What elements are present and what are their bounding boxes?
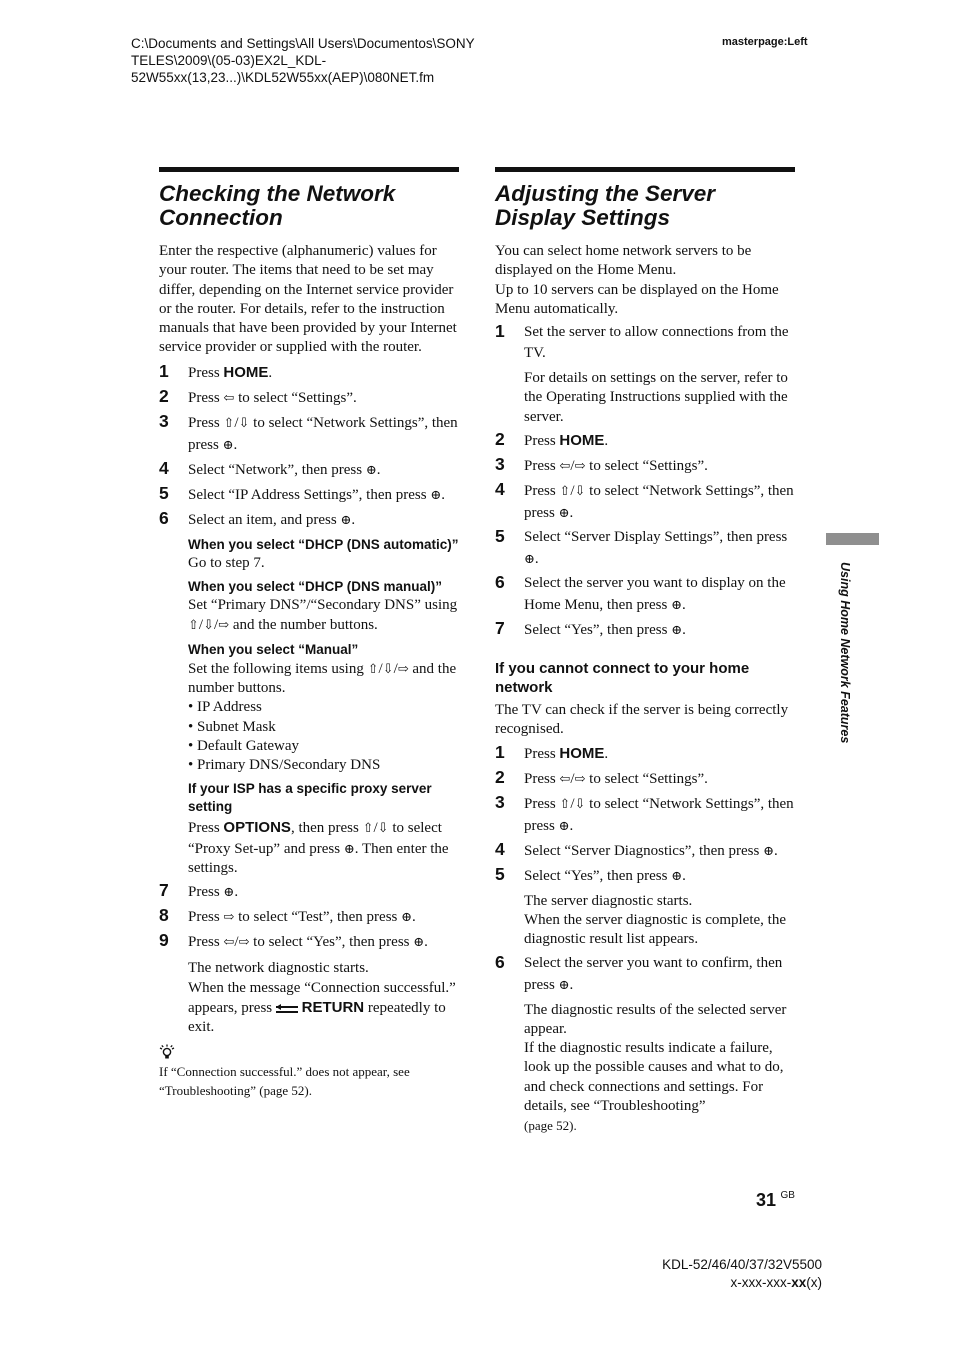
right-column — [495, 167, 795, 1136]
step-text: to select “Settings”. — [585, 770, 708, 787]
code-part: xx — [791, 1275, 807, 1290]
slash: / — [234, 934, 239, 951]
step-number: 6 — [159, 507, 169, 528]
step-item — [495, 953, 795, 996]
enter-icon: ⊕ — [340, 511, 352, 527]
arrow-right-icon: ⇨ — [574, 458, 586, 474]
step-text: Press — [188, 934, 224, 951]
step-text: Select “Network”, then press — [188, 461, 366, 478]
step-item — [495, 768, 795, 790]
step-number: 5 — [495, 526, 505, 547]
enter-icon: ⊕ — [524, 551, 535, 567]
enter-icon: ⊕ — [343, 840, 355, 856]
step-number: 9 — [159, 930, 169, 951]
enter-icon: ⊕ — [558, 976, 570, 992]
step-item — [495, 793, 795, 837]
file-path-line: TELES\2009\(05-03)EX2L_KDL- — [131, 53, 327, 68]
step-text: Press — [188, 884, 224, 901]
step-text: to select “Yes”, then press — [249, 934, 414, 951]
slash: / — [198, 617, 204, 634]
file-path — [131, 35, 551, 86]
step-text: . — [268, 364, 273, 381]
intro-paragraph: Up to 10 servers can be displayed on the Home Menu automatically. — [495, 281, 779, 317]
file-path-line: C:\Documents and Settings\All Users\Documentos\SONY — [131, 36, 475, 51]
page-number — [756, 1190, 795, 1211]
step-text: . — [681, 597, 686, 614]
step-number: 6 — [495, 572, 505, 593]
code-part: (x) — [806, 1275, 822, 1290]
section-rule — [495, 167, 795, 172]
list-item: • Subnet Mask — [188, 718, 276, 735]
arrow-down-icon: ⇩ — [203, 617, 214, 633]
slash: / — [373, 820, 378, 837]
title-line: Checking the Network — [159, 181, 396, 206]
model-number: KDL-52/46/40/37/32V5500 — [662, 1257, 822, 1272]
step-text: . — [569, 976, 574, 993]
enter-icon: ⊕ — [763, 842, 774, 858]
arrow-down-icon: ⇩ — [382, 660, 394, 676]
text: The server diagnostic starts. — [524, 892, 693, 909]
title-line: Display Settings — [495, 205, 671, 230]
step-text: to select “Network Settings”, then press — [524, 795, 794, 834]
enter-icon: ⊕ — [413, 934, 425, 950]
arrow-up-icon: ⇧ — [223, 414, 235, 430]
step-number: 8 — [159, 905, 169, 926]
text: , then press — [290, 820, 363, 837]
enter-icon: ⊕ — [430, 486, 442, 502]
arrow-down-icon: ⇩ — [377, 820, 389, 836]
arrow-up-icon: ⇧ — [362, 820, 374, 836]
step-item — [495, 322, 795, 364]
step-number: 3 — [495, 454, 505, 475]
arrow-down-icon: ⇩ — [238, 414, 250, 430]
arrow-right-icon: ⇨ — [574, 770, 586, 786]
step-text: Select “Server Display Settings”, then press — [524, 529, 788, 546]
arrow-down-icon: ⇩ — [574, 795, 586, 811]
step-text: Press — [524, 770, 560, 787]
step-number: 5 — [159, 482, 169, 503]
list-item: • Default Gateway — [188, 737, 300, 754]
step-item — [495, 865, 795, 887]
page-number-value: 31 — [756, 1190, 777, 1210]
step-text: . — [234, 884, 239, 901]
enter-icon: ⊕ — [223, 884, 235, 900]
step-text: Press — [188, 909, 224, 926]
step-item — [495, 619, 795, 641]
step-item — [159, 412, 459, 456]
slash: / — [378, 660, 383, 677]
step-text: Select “Yes”, then press — [524, 622, 672, 639]
left-column — [159, 167, 459, 1100]
enter-icon: ⊕ — [671, 622, 683, 638]
step-number: 6 — [495, 951, 505, 972]
arrow-up-icon: ⇧ — [367, 660, 379, 676]
list-item: • Primary DNS/Secondary DNS — [188, 757, 381, 774]
step-item — [159, 931, 459, 953]
step-item — [495, 480, 795, 524]
step-item — [495, 743, 795, 765]
step-text: Select the server you want to confirm, then press — [524, 954, 783, 993]
manual-text — [159, 659, 459, 776]
slash: / — [234, 414, 239, 431]
step-item — [159, 387, 459, 409]
step-text: . — [569, 505, 574, 522]
text: . Then enter the settings. — [188, 840, 449, 877]
title-line: Adjusting the Server — [495, 181, 716, 206]
text: Set “Primary DNS”/“Secondary DNS” using — [188, 597, 458, 614]
step-text: Set the server to allow connections from the TV. — [524, 324, 789, 362]
step-text: . — [534, 551, 539, 568]
step-number: 1 — [495, 741, 505, 762]
file-path-line: 52W55xx(13,23...)\KDL52W55xx(AEP)\080NET.fm — [131, 70, 435, 85]
step-item — [495, 455, 795, 477]
enter-icon: ⊕ — [222, 436, 234, 452]
step-text: Press — [524, 745, 560, 762]
step-text: Press — [524, 433, 560, 450]
step-text: to select “Network Settings”, then press — [524, 483, 794, 522]
step-item — [159, 906, 459, 928]
step-item — [495, 430, 795, 452]
page-number-suffix: GB — [780, 1190, 795, 1201]
text: Set the following items using — [188, 660, 368, 677]
enter-icon: ⊕ — [558, 505, 570, 521]
home-button-label: HOME — [223, 363, 269, 381]
step-text: to select “Test”, then press — [234, 909, 402, 926]
step-text: . — [604, 745, 609, 762]
step-item — [495, 527, 795, 570]
enter-icon: ⊕ — [558, 817, 570, 833]
masterpage-label: masterpage:Left — [722, 36, 808, 48]
step-note: For details on settings on the server, refer to the Operating Instructions supplied with the server. — [524, 370, 788, 425]
arrow-up-icon: ⇧ — [188, 617, 199, 633]
step-text: . — [424, 934, 428, 951]
intro-paragraph: You can select home network servers to be displayed on the Home Menu. — [495, 243, 752, 279]
step-text: . — [376, 461, 381, 478]
arrow-right-icon: ⇨ — [238, 934, 250, 950]
return-button-label: RETURN — [301, 998, 365, 1016]
text: (page 52). — [524, 1118, 577, 1134]
text: When the message “Connection successful.” appears, press — [188, 979, 456, 1016]
step-text: Press — [188, 364, 224, 381]
slash: / — [570, 458, 575, 475]
arrow-right-icon: ⇨ — [218, 617, 230, 633]
subheading-dhcp-automatic: When you select “DHCP (DNS automatic)” — [188, 536, 459, 552]
step-text: . — [412, 909, 416, 926]
text: repeatedly to exit. — [188, 999, 446, 1036]
arrow-right-icon: ⇨ — [397, 660, 409, 676]
subheading-proxy: If your ISP has a specific proxy server setting — [188, 781, 432, 815]
arrow-up-icon: ⇧ — [559, 795, 571, 811]
enter-icon: ⊕ — [401, 909, 413, 925]
step-text: Select “IP Address Settings”, then press — [188, 486, 431, 503]
text: and the number buttons. — [188, 660, 457, 696]
slash: / — [570, 483, 575, 500]
step-number: 2 — [159, 385, 169, 406]
proxy-text — [159, 818, 459, 878]
step-number: 4 — [159, 457, 169, 478]
step-text: . — [233, 436, 238, 453]
side-section-label: Using Home Network Features — [838, 562, 852, 744]
step-item — [159, 881, 459, 903]
step-number: 3 — [159, 410, 169, 431]
arrow-left-icon: ⇦ — [223, 934, 235, 950]
subheading-manual: When you select “Manual” — [188, 641, 359, 657]
step-number: 4 — [495, 838, 505, 859]
list-item: • IP Address — [188, 699, 262, 716]
step-text: Select “Yes”, then press — [524, 867, 672, 884]
document-code — [662, 1274, 822, 1292]
section-title-network — [159, 182, 459, 230]
subsection-intro: The TV can check if the server is being correctly recognised. — [495, 702, 789, 738]
arrow-up-icon: ⇧ — [559, 483, 571, 499]
text: and the number buttons. — [229, 617, 378, 634]
title-line: Connection — [159, 205, 283, 230]
arrow-right-icon: ⇨ — [223, 909, 235, 925]
step-text: to select “Settings”. — [234, 389, 357, 406]
section-tab-marker — [826, 533, 879, 545]
step-text: . — [441, 486, 445, 503]
arrow-left-icon: ⇦ — [559, 458, 571, 474]
home-button-label: HOME — [559, 432, 605, 450]
step-text: Press — [524, 483, 560, 500]
step-number: 1 — [495, 321, 505, 342]
step-text: . — [604, 433, 609, 450]
step-number: 4 — [495, 479, 505, 500]
text: The diagnostic results of the selected server appear. — [524, 1001, 787, 1037]
return-icon — [276, 1004, 298, 1014]
step-note — [495, 1001, 795, 1136]
options-button-label: OPTIONS — [223, 819, 291, 837]
step-text: to select “Settings”. — [585, 458, 708, 475]
text: to select “Proxy Set-up” and press — [188, 820, 442, 857]
step-text: . — [682, 622, 686, 639]
code-part: x-xxx-xxx- — [730, 1275, 792, 1290]
subheading-dhcp-manual: When you select “DHCP (DNS manual)” — [188, 579, 443, 595]
enter-icon: ⊕ — [365, 461, 377, 477]
hint-lightbulb-icon — [159, 1044, 175, 1060]
step-text: Press — [524, 458, 560, 475]
step-item — [159, 509, 459, 531]
step-text: . — [569, 817, 574, 834]
step-number: 7 — [495, 618, 505, 639]
dhcp-manual-text — [159, 596, 459, 636]
step-text: . — [682, 867, 686, 884]
arrow-left-icon: ⇦ — [559, 770, 571, 786]
slash: / — [570, 795, 575, 812]
step-text: Select the server you want to display on the Home Menu, then press — [524, 575, 786, 614]
slash: / — [393, 660, 398, 677]
intro-paragraph: Enter the respective (alphanumeric) values for your router. The items that need to be set may differ, depending on the Internet service provider or the router. For details, refer to the instruction manuals that have been provided by your Internet service provider or supplied with the router. — [159, 243, 457, 356]
subsection-heading: If you cannot connect to your home network — [495, 660, 750, 697]
text: If the diagnostic results indicate a failure, look up the possible causes and what to do, and check connections and settings. For details, see “Troubleshooting” — [524, 1040, 784, 1115]
model-info — [662, 1256, 822, 1292]
step-text: Select an item, and press — [188, 511, 341, 528]
step-text: Press — [188, 389, 224, 406]
step-text: to select “Network Settings”, then press — [188, 414, 458, 453]
text: The network diagnostic starts. — [188, 960, 369, 977]
arrow-down-icon: ⇩ — [574, 483, 586, 499]
step-text: . — [351, 511, 356, 528]
step-item — [159, 362, 459, 384]
section-title-server-display — [495, 182, 795, 230]
slash: / — [570, 770, 575, 787]
text: Press — [188, 820, 224, 837]
step-item — [159, 484, 459, 506]
slash: / — [213, 617, 219, 634]
step-number: 7 — [159, 880, 169, 901]
diagnostic-note — [159, 959, 459, 1037]
step-text: Press — [188, 414, 224, 431]
enter-icon: ⊕ — [671, 597, 682, 613]
dhcp-automatic-text: Go to step 7. — [188, 554, 265, 571]
step-item — [495, 573, 795, 616]
section-rule — [159, 167, 459, 172]
hint-text: If “Connection successful.” does not appear, see “Troubleshooting” (page 52). — [159, 1063, 410, 1098]
text: When the server diagnostic is complete, the diagnostic result list appears. — [524, 911, 786, 948]
arrow-left-icon: ⇦ — [223, 389, 235, 405]
step-number: 3 — [495, 791, 505, 812]
hint-block — [159, 1044, 459, 1100]
enter-icon: ⊕ — [671, 867, 683, 883]
step-text: . — [774, 842, 778, 859]
step-item — [159, 459, 459, 481]
step-text: Select “Server Diagnostics”, then press — [524, 842, 764, 859]
step-note — [495, 892, 795, 950]
step-text: Press — [524, 795, 560, 812]
step-item — [495, 840, 795, 862]
step-number: 1 — [159, 360, 169, 381]
step-number: 2 — [495, 429, 505, 450]
home-button-label: HOME — [559, 744, 605, 762]
step-number: 5 — [495, 863, 505, 884]
step-number: 2 — [495, 766, 505, 787]
